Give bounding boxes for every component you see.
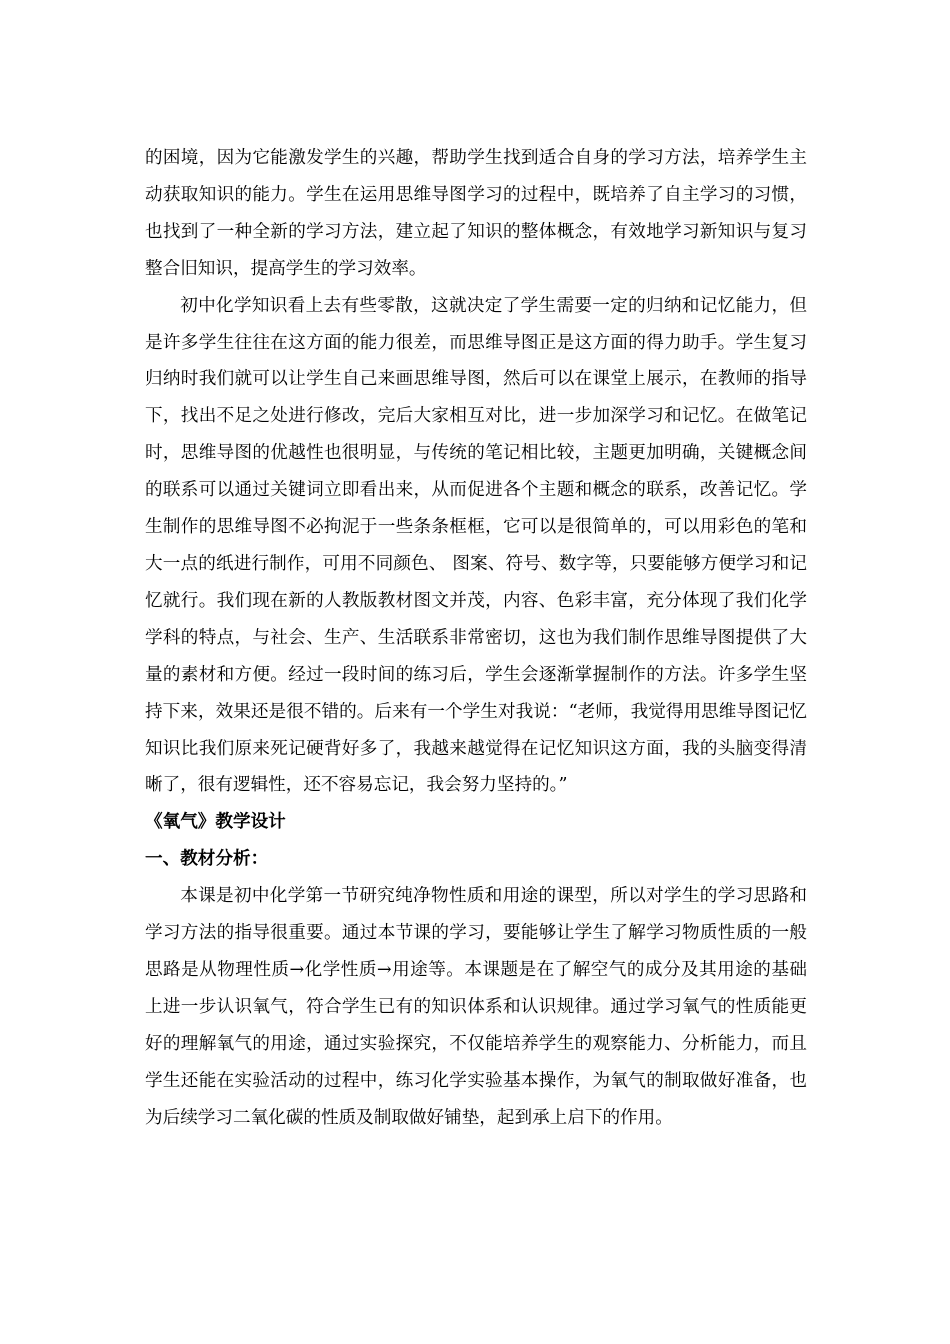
design-title: 《氧气》教学设计 [145,812,286,833]
section-heading-material-analysis: 一、教材分析： [145,849,269,870]
paragraph-mindmap-chemistry: 初中化学知识看上去有些零散，这就决定了学生需要一定的归纳和记忆能力，但是许多学生往往在这方面的能力很差，而思维导图正是这方面的得力助手。学生复习归纳时我们就可以让学生自己来画思维导图，然后可以在课堂上展示，在教师的指导下，找出不足之处进行修改，完后大家相互对比，进一步加深学习和记忆。在做笔记时，思维导图的优越性也很明显，与传统的笔记相比较，主题更加明确，关键概念间的联系可以通过关键词立即看出来，从而促进各个主题和概念的联系，改善记忆。学生制作的思维导图不必拘泥于一些条条框框，它可以是很简单的，可以用彩色的笔和大一点的纸进行制作，可用不同颜色、 图案、符号、数字等，只要能够方便学习和记忆就行。我们现在新的人教版教材图文并茂，内容、色彩丰富，充分体现了我们化学学科的特点，与社会、生产、生活联系非常密切，这也为我们制作思维导图提供了大量的素材和方便。经过一段时间的练习后，学生会逐渐掌握制作的方法。许多学生坚持下来，效果还是很不错的。后来有一个学生对我说：“老师，我觉得用思维导图记忆知识比我们原来死记硬背好多了，我越来越觉得在记忆知识这方面，我的头脑变得清晰了，很有逻辑性，还不容易忘记，我会努力坚持的。” [145,295,807,796]
paragraph-material-analysis: 本课是初中化学第一节研究纯净物性质和用途的课型，所以对学生的学习思路和学习方法的指导很重要。通过本节课的学习，要能够让学生了解学习物质性质的一般思路是从物理性质→化学性质→用途等。本课题是在了解空气的成分及其用途的基础上进一步认识氧气，符合学生已有的知识体系和认识规律。通过学习氧气的性质能更好的理解氧气的用途，通过实验探究，不仅能培养学生的观察能力、分析能力，而且学生还能在实验活动的过程中，练习化学实验基本操作，为氧气的制取做好准备，也为后续学习二氧化碳的性质及制取做好铺垫，起到承上启下的作用。 [145,886,807,1128]
document-page [145,140,807,1136]
paragraph-mindmap-benefits: 的困境，因为它能激发学生的兴趣，帮助学生找到适合自身的学习方法，培养学生主动获取知识的能力。学生在运用思维导图学习的过程中，既培养了自主学习的习惯，也找到了一种全新的学习方法，建立起了知识的整体概念，有效地学习新知识与复习整合旧知识，提高学生的学习效率。 [145,148,807,279]
